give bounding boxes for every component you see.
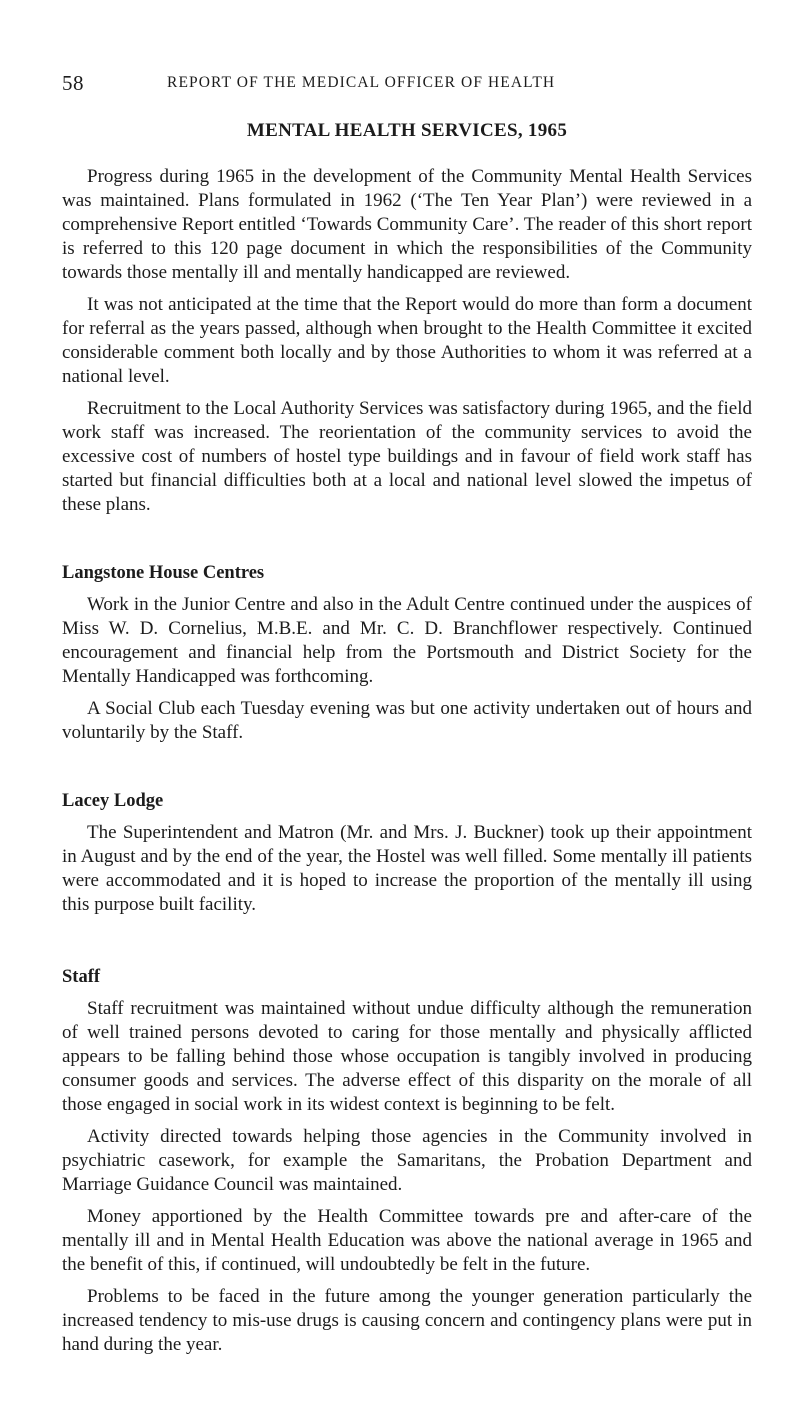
staff-paragraph-3: Money apportioned by the Health Committee towards pre and after-care of the mentally ill and in Mental Health Education was above the national average in 1965 and the benefit of this, if continued, will undoubtedly be felt in the future. bbox=[62, 1206, 752, 1275]
running-header bbox=[62, 71, 752, 95]
lacey-lodge-paragraph-1: The Superintendent and Matron (Mr. and Mrs. J. Buckner) took up their appointment in August and by the end of the year, the Hostel was well filled. Some mentally ill patients were accommodated and it is hoped to increase the proportion of the mentally ill using this purpose built facility. bbox=[62, 822, 752, 915]
article-title: MENTAL HEALTH SERVICES, 1965 bbox=[246, 120, 568, 141]
running-title: REPORT OF THE MEDICAL OFFICER OF HEALTH bbox=[167, 74, 556, 91]
page-number: 58 bbox=[62, 71, 84, 95]
staff-paragraph-1: Staff recruitment was maintained without undue difficulty although the remuneration of well trained persons devoted to caring for those mentally and physically afflicted appears to be falling behind those whose occupation is tangibly involved in producing consumer goods and services. The adverse effect of this disparity on the morale of all those engaged in social work in its widest context is beginning to be felt. bbox=[62, 998, 752, 1115]
intro-paragraph-1: Progress during 1965 in the development of the Community Mental Health Services was maintained. Plans formulated in 1962 (‘The Ten Year Plan’) were reviewed in a comprehensive Report entitled ‘Towards Community Care’. The reader of this short report is referred to this 120 page document in which the responsibilities of the Community towards those mentally ill and mentally handicapped are reviewed. bbox=[62, 166, 752, 283]
langstone-paragraph-2: A Social Club each Tuesday evening was but one activity undertaken out of hours and voluntarily by the Staff. bbox=[62, 698, 752, 743]
section-heading-staff: Staff bbox=[62, 967, 101, 987]
intro-paragraph-2: It was not anticipated at the time that the Report would do more than form a document for referral as the years passed, although when brought to the Health Committee it excited considerable comment both locally and by those Authorities to whom it was referred at a national level. bbox=[62, 294, 752, 387]
section-heading-langstone: Langstone House Centres bbox=[62, 563, 265, 583]
staff-paragraph-2: Activity directed towards helping those agencies in the Community involved in psychiatric casework, for example the Samaritans, the Probation Department and Marriage Guidance Council was maintained. bbox=[62, 1126, 752, 1195]
article-body bbox=[62, 165, 752, 1365]
intro-paragraph-3: Recruitment to the Local Authority Services was satisfactory during 1965, and the field work staff was increased. The reorientation of the community services to avoid the excessive cost of numbers of hostel type buildings and in favour of field work staff has started but financial difficulties both at a local and national level slowed the impetus of these plans. bbox=[62, 398, 752, 515]
langstone-paragraph-1: Work in the Junior Centre and also in the Adult Centre continued under the auspices of Miss W. D. Cornelius, M.B.E. and Mr. C. D. Branchflower respectively. Continued encouragement and financial help from the Portsmouth and District Society for the Mentally Handicapped was forthcoming. bbox=[62, 594, 752, 687]
section-heading-lacey-lodge: Lacey Lodge bbox=[62, 791, 164, 811]
staff-paragraph-4: Problems to be faced in the future among the younger generation particularly the increased tendency to mis-use drugs is causing concern and contingency plans were put in hand during the year. bbox=[62, 1286, 752, 1355]
